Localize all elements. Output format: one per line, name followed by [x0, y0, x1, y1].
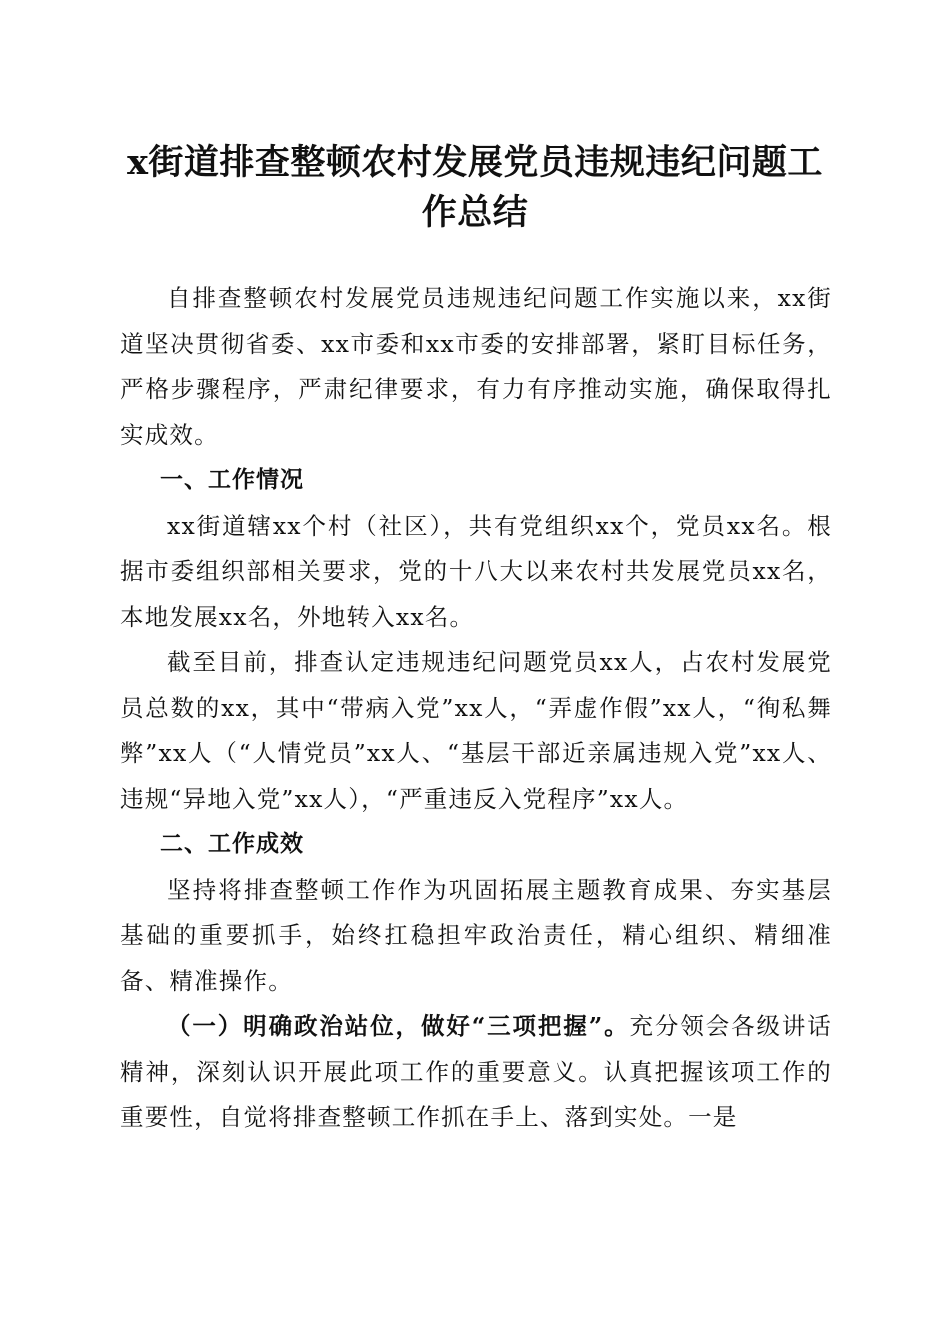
- title-line-1: x街道排查整顿农村发展党员违规违纪问题工: [127, 142, 823, 183]
- document-body: [120, 276, 832, 1141]
- subsection-1-text: 充分领会各级讲话精神，深刻认识开展此项工作的重要意义。认真把握该项工作的重要性，自觉将排查整顿工作抓在手上、落到实处。一是: [120, 1012, 832, 1131]
- section-2-heading: 二、工作成效: [160, 831, 304, 857]
- section-1-heading: 一、工作情况: [160, 467, 304, 493]
- section-2-paragraph-1: 坚持将排查整顿工作作为巩固拓展主题教育成果、夯实基层基础的重要抓手，始终扛稳担牢政治责任，精心组织、精细准备、精准操作。: [120, 875, 832, 995]
- intro-paragraph: 自排查整顿农村发展党员违规违纪问题工作实施以来，xx街道坚决贯彻省委、xx市委和xx市委的安排部署，紧盯目标任务，严格步骤程序，严肃纪律要求，有力有序推动实施，确保取得扎实成效。: [120, 284, 832, 449]
- section-1-paragraph-1: xx街道辖xx个村（社区），共有党组织xx个，党员xx名。根据市委组织部相关要求，党的十八大以来农村共发展党员xx名，本地发展xx名，外地转入xx名。: [120, 511, 832, 631]
- section-1-paragraph-2: 截至目前，排查认定违规违纪问题党员xx人，占农村发展党员总数的xx，其中“带病入党”xx人，“弄虚作假”xx人，“徇私舞弊”xx人（“人情党员”xx人、“基层干部近亲属违规入党”xx人、违规“异地入党”xx人），“严重违反入党程序”xx人。: [120, 648, 832, 813]
- section-2-subsection-1: [120, 1004, 832, 1141]
- title-line-2: 作总结: [421, 192, 529, 233]
- subsection-1-heading: （一）明确政治站位，做好“三项把握”。: [167, 1012, 630, 1040]
- document-title: [110, 138, 840, 238]
